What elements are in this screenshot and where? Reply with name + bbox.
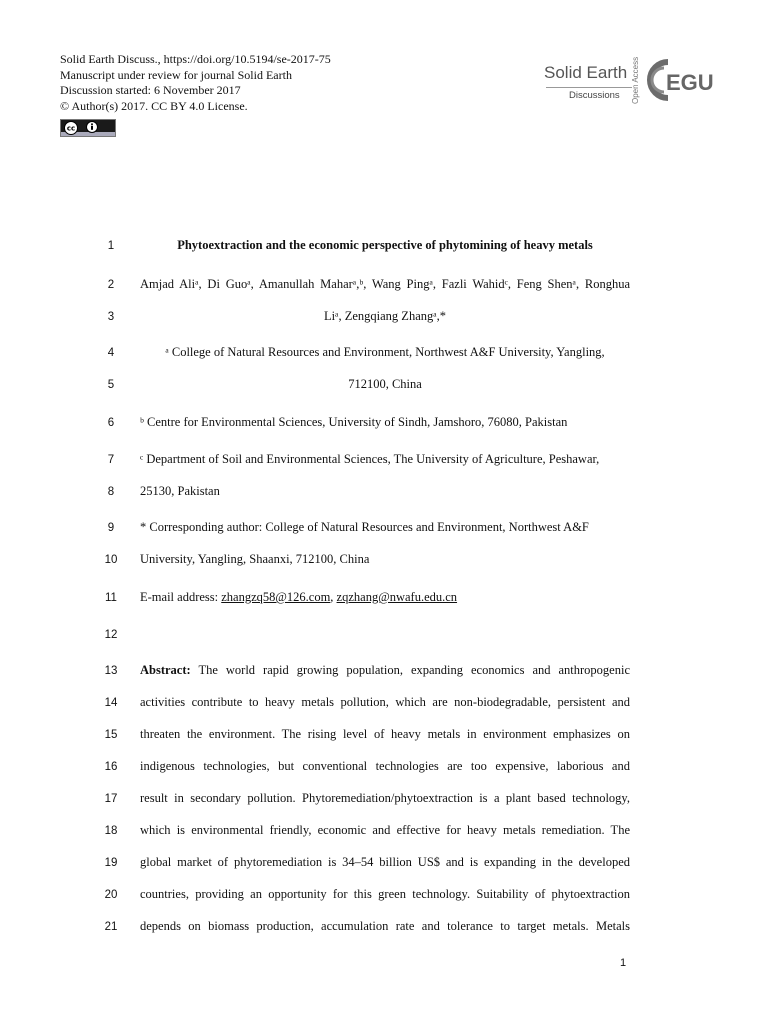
journal-logo	[540, 50, 720, 110]
abstract-line: indigenous technologies, but conventional technologies are too expensive, laborious and	[140, 759, 630, 773]
affiliation-a-cont: 712100, China	[348, 377, 422, 391]
line-number: 21	[104, 921, 118, 933]
abstract-line: depends on biomass production, accumulation rate and tolerance to target metals. Metals	[140, 919, 630, 933]
email-link-2[interactable]: zqzhang@nwafu.edu.cn	[336, 590, 458, 604]
email-separator: ,	[330, 590, 337, 604]
corresponding-author: * Corresponding author: College of Natural Resources and Environment, Northwest A&F	[140, 520, 589, 534]
abstract-line: which is environmental friendly, economic and effective for heavy metals remediation. The	[140, 823, 630, 837]
discussion-header	[60, 52, 331, 114]
affiliation-c-cont: 25130, Pakistan	[140, 484, 220, 498]
abstract-line: threaten the environment. The rising level of heavy metals in environment emphasizes on	[140, 727, 630, 741]
abstract-line: countries, providing an opportunity for this green technology. Suitability of phytoextraction	[140, 887, 630, 901]
paper-title	[140, 238, 630, 253]
abstract-label: Abstract:	[140, 663, 191, 677]
author-list-line: Amjad Aliᵃ, Di Guoᵃ, Amanullah Maharᵃ,ᵇ, Wang Pingᵃ, Fazli Wahidᶜ, Feng Shenᵃ, Ronghua	[140, 277, 630, 291]
line-number: 17	[104, 793, 118, 805]
line-number: 13	[104, 665, 118, 677]
corresponding-author-cont: University, Yangling, Shaanxi, 712100, China	[140, 552, 370, 566]
line-number: 18	[104, 825, 118, 837]
line-number: 4	[107, 347, 115, 359]
line-number: 19	[104, 857, 118, 869]
page-number: 1	[620, 957, 627, 969]
line-number: 7	[107, 454, 115, 466]
line-number: 11	[105, 592, 117, 604]
header-manuscript-status: Manuscript under review for journal Solid Earth	[60, 67, 292, 82]
title-text: Phytoextraction and the economic perspective of phytomining of heavy metals	[177, 238, 593, 252]
affiliation-c: ᶜ Department of Soil and Environmental Sciences, The University of Agriculture, Peshawar,	[140, 452, 600, 466]
line-number: 3	[107, 311, 115, 323]
line-number: 1	[107, 240, 115, 252]
line-number: 8	[107, 486, 115, 498]
header-license: © Author(s) 2017. CC BY 4.0 License.	[60, 98, 248, 113]
egu-wordmark: EGU	[666, 70, 714, 95]
line-number: 2	[107, 279, 115, 291]
line-number: 6	[107, 417, 115, 429]
line-number: 20	[104, 889, 118, 901]
email-label: E-mail address:	[140, 590, 222, 604]
journal-name: Solid Earth	[544, 63, 628, 82]
line-number: 14	[104, 697, 118, 709]
affiliation-a: ᵃ College of Natural Resources and Environment, Northwest A&F University, Yangling,	[165, 345, 605, 359]
email-line	[140, 590, 630, 605]
svg-text:cc: cc	[66, 124, 76, 133]
cc-by-license-icon[interactable]	[60, 119, 116, 137]
line-number: 9	[107, 522, 115, 534]
egu-logo-icon	[644, 54, 714, 106]
email-link-1[interactable]: zhangzq58@126.com	[221, 590, 331, 604]
abstract-line: global market of phytoremediation is 34–54 billion US$ and is expanding in the developed	[140, 855, 630, 869]
logo-divider	[546, 87, 632, 88]
line-number: 15	[104, 729, 118, 741]
abstract-line	[140, 663, 630, 678]
header-discussion-date: Discussion started: 6 November 2017	[60, 83, 241, 97]
line-number: 12	[104, 629, 118, 641]
line-number: 5	[107, 379, 115, 391]
abstract-text: The world rapid growing population, expanding economics and anthropogenic	[190, 663, 630, 677]
author-list-line: Liᵃ, Zengqiang Zhangᵃ,*	[323, 309, 447, 323]
journal-discussions-label: Discussions	[569, 90, 620, 101]
header-citation: Solid Earth Discuss., https://doi.org/10.5194/se-2017-75	[60, 52, 331, 66]
line-number: 16	[104, 761, 118, 773]
open-access-label: Open Access	[631, 56, 640, 104]
abstract-line: activities contribute to heavy metals pollution, which are non-biodegradable, persistent and	[140, 695, 630, 709]
line-number: 10	[104, 554, 118, 566]
affiliation-b: ᵇ Centre for Environmental Sciences, University of Sindh, Jamshoro, 76080, Pakistan	[140, 415, 568, 429]
abstract-line: result in secondary pollution. Phytoremediation/phytoextraction is a plant based technology,	[140, 791, 630, 805]
